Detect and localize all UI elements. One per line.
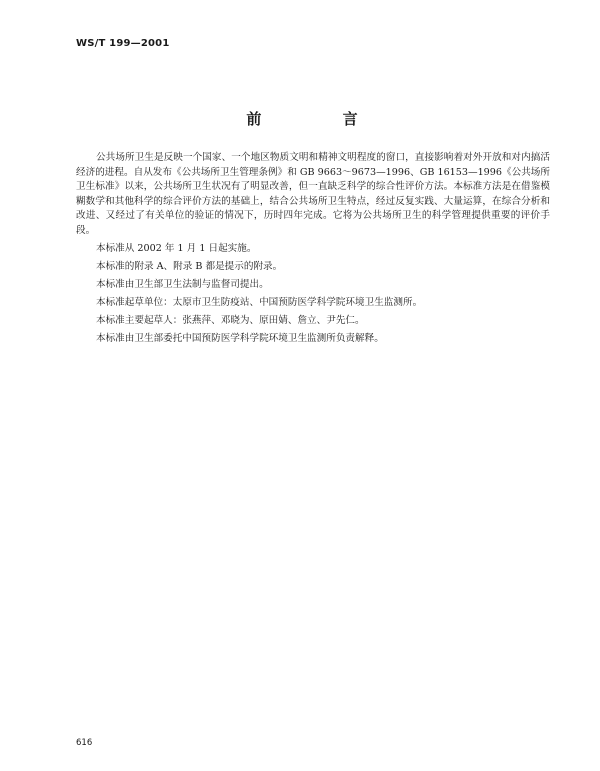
paragraph-drafting-units: 本标准起草单位：太原市卫生防疫站、中国预防医学科学院环境卫生监测所。 xyxy=(96,296,423,308)
paragraph-main-drafters: 本标准主要起草人：张燕萍、邓晓为、原田婧、詹立、尹先仁。 xyxy=(96,314,365,326)
paragraph-appendices: 本标准的附录 A、附录 B 都是提示的附录。 xyxy=(96,260,283,272)
page-number: 616 xyxy=(76,738,93,748)
paragraph-proposed-by: 本标准由卫生部卫生法制与监督司提出。 xyxy=(96,278,269,290)
standard-code: WS/T 199—2001 xyxy=(76,38,170,49)
foreword-body xyxy=(76,151,550,346)
page-title: 前 言 xyxy=(246,110,396,128)
paragraph-interpretation: 本标准由卫生部委托中国预防医学科学院环境卫生监测所负责解释。 xyxy=(96,332,384,344)
paragraph-intro: 公共场所卫生是反映一个国家、一个地区物质文明和精神文明程度的窗口，直接影响着对外开放和对内搞活经济的进程。自从发布《公共场所卫生管理条例》和 GB 9663～9673—1996、GB 16153—1996《公共场所卫生标准》以来，公共场所卫生状况有了明显改善，但一直缺乏科学的综合性评价方法。本标准方法是在借鉴模糊数学和其他科学的综合评价方法的基础上，结合公共场所卫生特点，经过反复实践、大量运算，在综合分析和改进、又经过了有关单位的验证的情况下，历时四年完成。它将为公共场所卫生的科学管理提供重要的评价手段。 xyxy=(76,152,550,236)
paragraph-implementation-date: 本标准从 2002 年 1 月 1 日起实施。 xyxy=(96,242,257,254)
